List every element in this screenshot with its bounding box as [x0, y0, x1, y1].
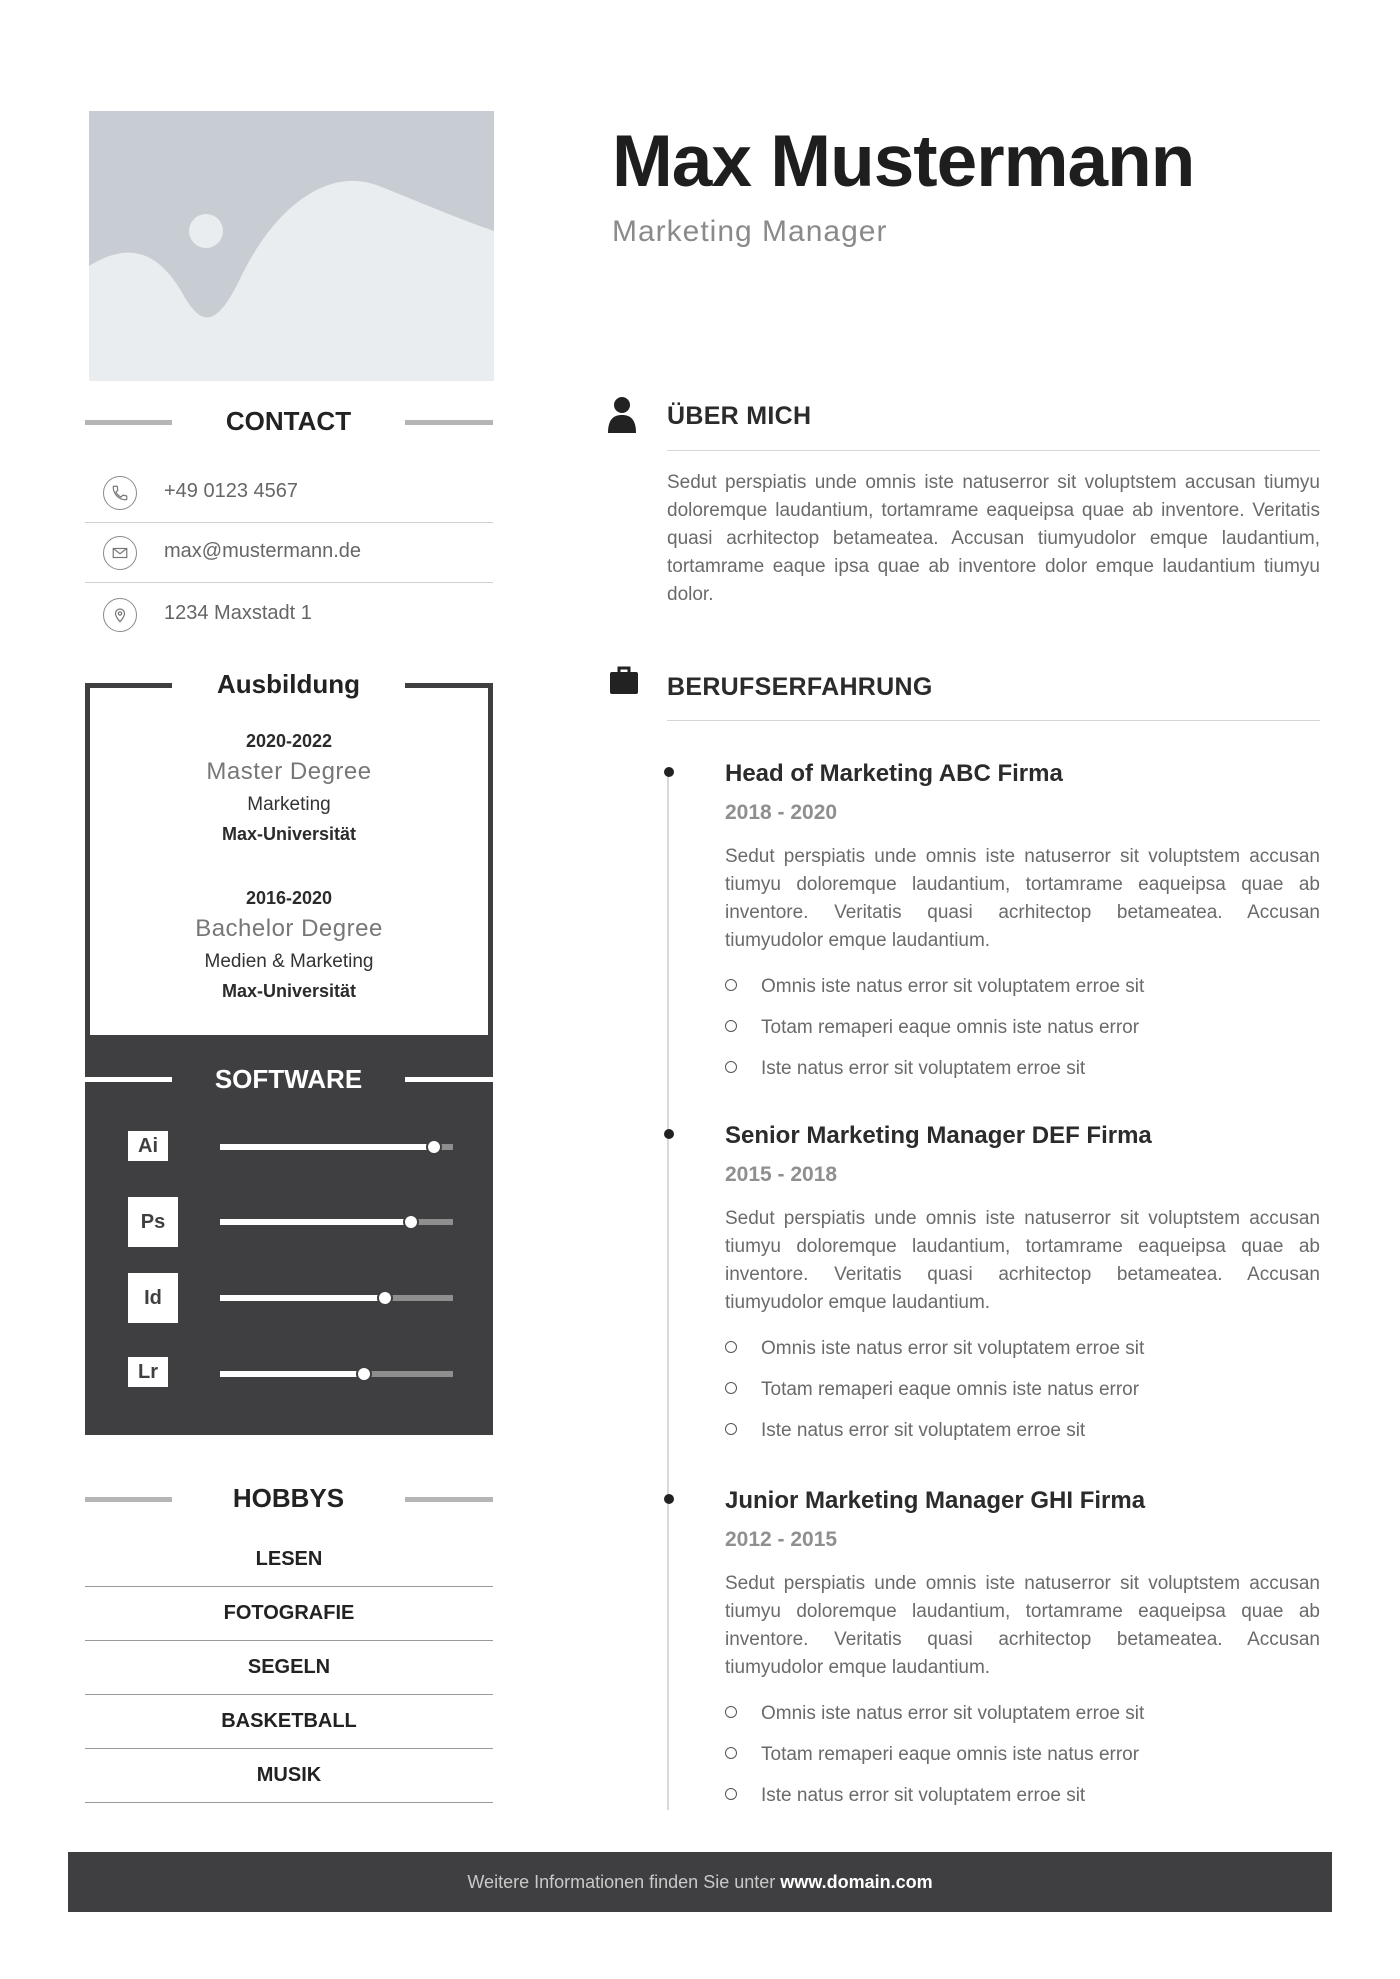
profile-photo-placeholder — [89, 111, 494, 381]
footer-link[interactable]: www.domain.com — [780, 1872, 933, 1892]
software-divider-left — [85, 1077, 172, 1082]
education-degree: Master Degree — [206, 758, 372, 785]
bullet-circle-icon — [725, 1423, 737, 1435]
person-role: Marketing Manager — [612, 215, 888, 248]
hobby-item: SEGELN — [247, 1656, 331, 1678]
bullet-circle-icon — [725, 1706, 737, 1718]
contact-email[interactable] — [85, 526, 493, 586]
bullet-circle-icon — [725, 1061, 737, 1073]
bullet-circle-icon — [725, 1788, 737, 1800]
contact-separator — [85, 582, 493, 583]
software-heading: SOFTWARE — [214, 1064, 363, 1094]
bullet-circle-icon — [725, 1747, 737, 1759]
job-years: 2012 - 2015 — [725, 1528, 838, 1551]
timeline-line — [667, 770, 669, 1810]
hobby-separator — [85, 1748, 493, 1749]
education-heading: Ausbildung — [217, 669, 360, 699]
bullet-circle-icon — [725, 1341, 737, 1353]
contact-divider-right — [405, 420, 493, 425]
street-address: 1234 Maxstadt 1 — [164, 602, 312, 624]
person-name: Max Mustermann — [612, 121, 1195, 202]
education-entry — [85, 888, 493, 1002]
phone-number: +49 0123 4567 — [164, 480, 299, 502]
hobby-item: FOTOGRAFIE — [223, 1602, 355, 1624]
contact-separator — [85, 522, 493, 523]
job-description: Sedut perspiatis unde omnis iste natuserror sit voluptstem accusan tiumyu doloremque laudantium, tortamrame eaqueipsa quae ab inventore. Veritatis quasi acrhitectop betameatea. Accusan tiumyudolor emque laudantium. — [725, 1208, 1320, 1313]
education-university: Max-Universität — [221, 824, 357, 844]
hobby-item: LESEN — [255, 1548, 323, 1570]
education-university: Max-Universität — [221, 981, 357, 1001]
job-title: Head of Marketing ABC Firma — [725, 760, 1063, 787]
job-title: Senior Marketing Manager DEF Firma — [725, 1122, 1152, 1149]
job-bullet: Totam remaperi eaque omnis iste natus error — [725, 1744, 1139, 1766]
job-bullet: Iste natus error sit voluptatem erroe sit — [725, 1420, 1085, 1442]
skill-bar-lightroom — [220, 1371, 453, 1377]
contact-heading: CONTACT — [225, 406, 352, 436]
person-icon — [607, 396, 637, 439]
footer-text: Weitere Informationen finden Sie unter — [467, 1872, 781, 1892]
job-bullet: Iste natus error sit voluptatem erroe sit — [725, 1058, 1085, 1080]
about-text: Sedut perspiatis unde omnis iste natuserror sit voluptstem accusan tiumyu doloremque laudantium, tortamrame eaqueipsa quae ab inventore. Veritatis quasi acrhitectop betameatea. Accusan tiumyudolor emque laudantium, tortamrame eaque ipsa quae ab inventore dolor emque laudantium tiumyu dolor. — [667, 472, 1320, 605]
bullet-circle-icon — [725, 1020, 737, 1032]
skill-bar-photoshop — [220, 1219, 453, 1225]
email-address: max@mustermann.de — [164, 540, 362, 562]
image-placeholder-icon — [89, 111, 494, 381]
hobby-separator — [85, 1694, 493, 1695]
job-bullet: Totam remaperi eaque omnis iste natus error — [725, 1017, 1139, 1039]
hobby-item: MUSIK — [256, 1764, 322, 1786]
contact-address — [85, 588, 493, 648]
education-field: Marketing — [247, 794, 331, 815]
timeline-dot — [664, 1129, 674, 1139]
skill-bar-illustrator — [220, 1144, 453, 1150]
timeline-dot — [664, 1494, 674, 1504]
software-divider-right — [405, 1077, 493, 1082]
education-degree: Bachelor Degree — [195, 915, 383, 942]
job-years: 2018 - 2020 — [725, 801, 838, 824]
job-bullet: Omnis iste natus error sit voluptatem erroe sit — [725, 976, 1144, 998]
job-bullet: Iste natus error sit voluptatem erroe sit — [725, 1785, 1085, 1807]
software-panel — [85, 1035, 493, 1435]
experience-rule — [667, 720, 1320, 721]
hobbies-heading: HOBBYS — [232, 1483, 345, 1513]
lightroom-icon: Lr — [128, 1357, 168, 1387]
education-years: 2020-2022 — [245, 731, 333, 751]
contact-divider-left — [85, 420, 172, 425]
hobby-item: BASKETBALL — [221, 1710, 357, 1732]
hobby-separator — [85, 1640, 493, 1641]
job-bullet: Omnis iste natus error sit voluptatem erroe sit — [725, 1703, 1144, 1725]
skill-bar-indesign — [220, 1295, 453, 1301]
hobby-separator — [85, 1802, 493, 1803]
job-bullet: Totam remaperi eaque omnis iste natus error — [725, 1379, 1139, 1401]
experience-heading: BERUFSERFAHRUNG — [667, 673, 933, 701]
job-years: 2015 - 2018 — [725, 1163, 838, 1186]
hobbies-divider-right — [405, 1497, 493, 1502]
photoshop-icon: Ps — [128, 1197, 178, 1247]
location-icon — [103, 598, 137, 632]
phone-icon — [103, 476, 137, 510]
job-bullet: Omnis iste natus error sit voluptatem erroe sit — [725, 1338, 1144, 1360]
job-title: Junior Marketing Manager GHI Firma — [725, 1487, 1146, 1514]
contact-phone[interactable] — [85, 466, 493, 526]
about-rule — [667, 450, 1320, 451]
education-field: Medien & Marketing — [204, 951, 374, 972]
briefcase-icon — [608, 664, 640, 701]
about-heading: ÜBER MICH — [667, 402, 812, 430]
footer-bar — [68, 1852, 1332, 1912]
job-description: Sedut perspiatis unde omnis iste natuserror sit voluptstem accusan tiumyu doloremque laudantium, tortamrame eaqueipsa quae ab inventore. Veritatis quasi acrhitectop betameatea. Accusan tiumyudolor emque laudantium. — [725, 846, 1320, 951]
mail-icon — [103, 536, 137, 570]
education-entry — [85, 731, 493, 845]
bullet-circle-icon — [725, 1382, 737, 1394]
education-years: 2016-2020 — [245, 888, 333, 908]
timeline-dot — [664, 767, 674, 777]
illustrator-icon: Ai — [128, 1131, 168, 1161]
indesign-icon: Id — [128, 1273, 178, 1323]
hobbies-divider-left — [85, 1497, 172, 1502]
hobby-separator — [85, 1586, 493, 1587]
job-description: Sedut perspiatis unde omnis iste natuserror sit voluptstem accusan tiumyu doloremque laudantium, tortamrame eaqueipsa quae ab inventore. Veritatis quasi acrhitectop betameatea. Accusan tiumyudolor emque laudantium. — [725, 1573, 1320, 1678]
bullet-circle-icon — [725, 979, 737, 991]
